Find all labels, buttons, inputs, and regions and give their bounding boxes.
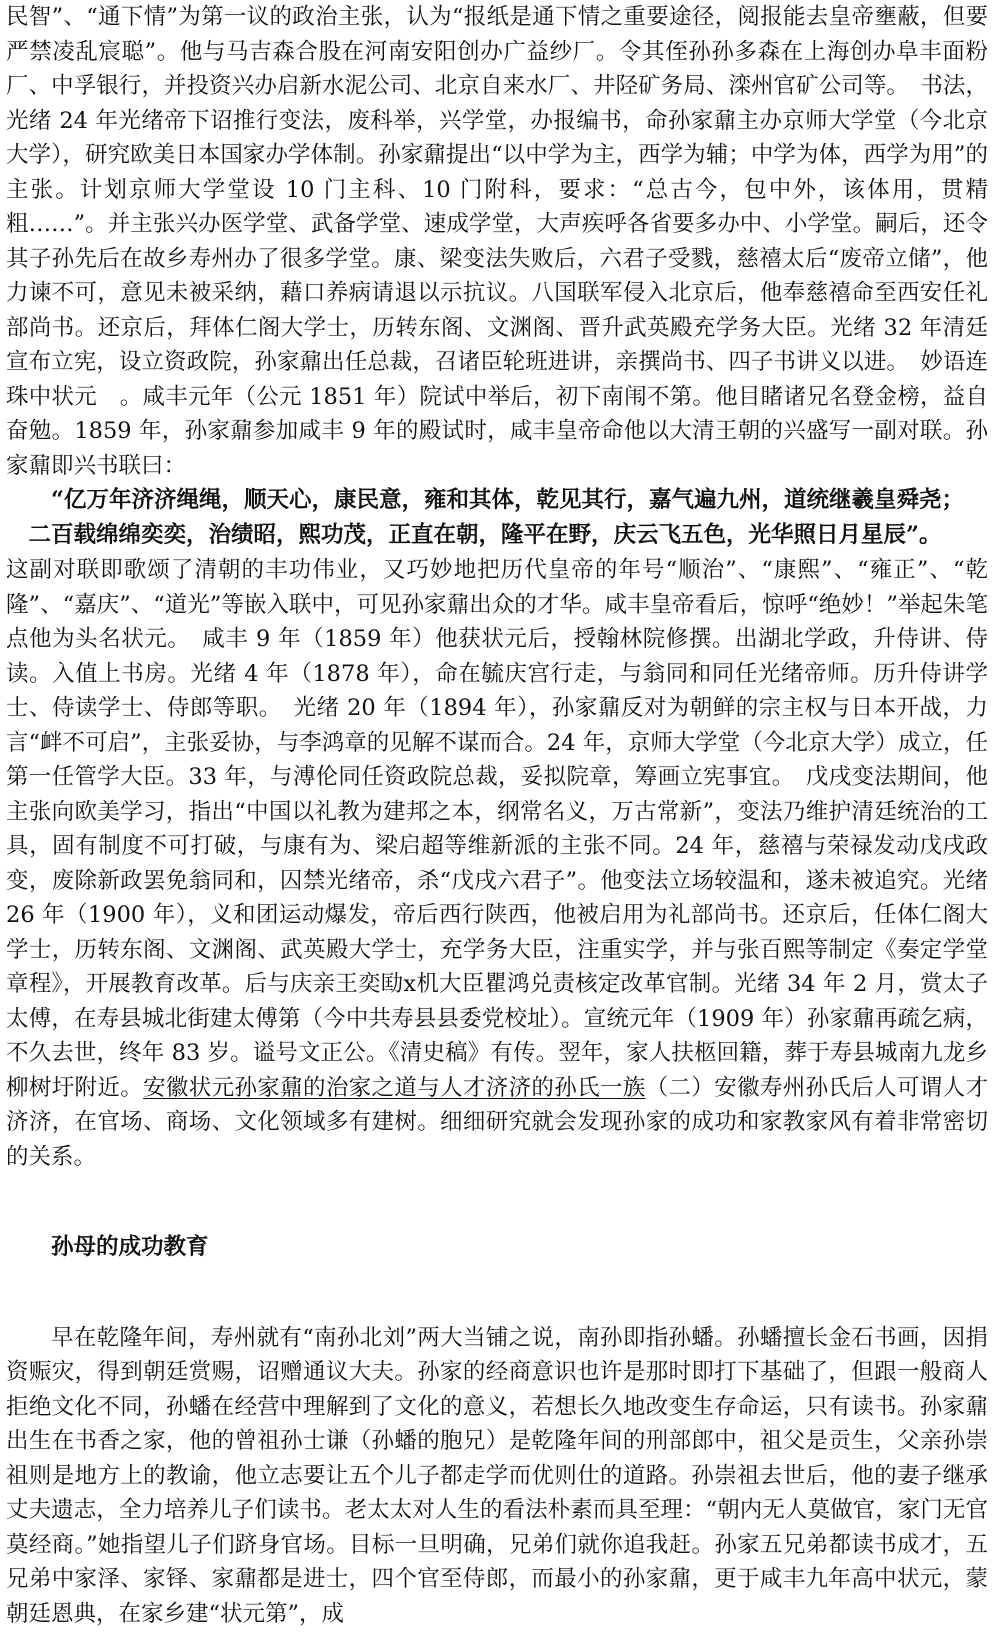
paragraph-career-tail: （二）安徽寿州孙氏后人可谓人才济济，在官场、商场、文化领域多有建树。细细研究就会发现孙家的成功和家教家风有着非常密切的关系。 bbox=[6, 1074, 988, 1170]
couplet-line-1: “亿万年济济绳绳，顺天心，康民意，雍和其体，乾见其行，嘉气遍九州，道统继羲皇舜尧； bbox=[51, 487, 964, 513]
article-title-link[interactable]: 安徽状元孙家鼐的治家之道与人才济济的孙氏一族 bbox=[143, 1074, 646, 1101]
couplet-line-2: 二百载绵绵奕奕，治绩昭，熙功茂，正直在朝，隆平在野，庆云飞五色，光华照日月星辰”。 bbox=[28, 522, 942, 548]
paragraph-biography: 民智”、“通下情”为第一议的政治主张，认为“报纸是通下情之重要途径，阅报能去皇帝壅蔽，但要严禁凌乱宸聪”。他与马吉森合股在河南安阳创办广益纱厂。令其侄孙孙多森在上海创办阜丰面粉厂、中孚银行，并投资兴办启新水泥公司、北京自来水厂、井陉矿务局、滦州官矿公司等。 书法，光绪 24 年光绪帝下诏推行变法，废科举，兴学堂，办报编书，命孙家鼐主办京师大学堂（今北京大学），研究欧美日本国家办学体制。孙家鼐提出“以中学为主，西学为辅；中学为体，西学为用”的主张。计划京师大学堂设 10 门主科、10 门附科，要求：“总古今，包中外，该体用，贯精粗……”。并主张兴办医学堂、武备学堂、速成学堂，大声疾呼各省要多办中、小学堂。嗣后，还令其子孙先后在故乡寿州办了很多学堂。康、梁变法失败后，六君子受戮，慈禧太后“废帝立储”，他力谏不可，意见未被采纳，藉口养病请退以示抗议。八国联军侵入北京后，他奉慈禧命至西安任礼部尚书。还京后，拜体仁阁大学士，历转东阁、文渊阁、晋升武英殿充学务大臣。光绪 32 年清廷宣布立宪，设立资政院，孙家鼐出任总裁，召诸臣轮班进讲，亲撰尚书、四子书讲义以进。 妙语连珠中状元 。咸丰元年（公元 1851 年）院试中举后，初下南闱不第。他目睹诸兄名登金榜，益自奋勉。1859 年，孙家鼐参加咸丰 9 年的殿试时，咸丰皇帝命他以大清王朝的兴盛写一副对联。孙家鼐即兴书联曰： bbox=[6, 4, 988, 479]
paragraph-family-education: 早在乾隆年间，寿州就有“南孙北刘”两大当铺之说，南孙即指孙蟠。孙蟠擅长金石书画，因捐资赈灾，得到朝廷赏赐，诏赠通议大夫。孙家的经商意识也许是那时即打下基础了，但跟一般商人拒绝文化不同，孙蟠在经营中理解到了文化的意义，若想长久地改变生存命运，只有读书。孙家鼐出生在书香之家，他的曾祖孙士谦（孙蟠的胞兄）是乾隆年间的刑部郎中，祖父是贡生，父亲孙崇祖则是地方上的教谕，他立志要让五个儿子都走学而优则仕的道路。孙崇祖去世后，他的妻子继承丈夫遗志，全力培养儿子们读书。老太太对人生的看法朴素而具至理：“朝内无人莫做官，家门无官莫经商。”她指望儿子们跻身官场。目标一旦明确，兄弟们就你追我赶。孙家五兄弟都读书成才，五兄弟中家泽、家铎、家鼐都是进士，四个官至侍郎，而最小的孙家鼐，更于咸丰九年高中状元，蒙朝廷恩典，在家乡建“状元第”，成 bbox=[6, 1324, 988, 1627]
section-heading: 孙母的成功教育 bbox=[51, 1234, 209, 1260]
paragraph-career bbox=[6, 553, 988, 1174]
document-page bbox=[6, 0, 988, 1631]
couplet-block bbox=[6, 483, 988, 553]
paragraph-career-text: 这副对联即歌颂了清朝的丰功伟业，又巧妙地把历代皇帝的年号“顺治”、“康熙”、“雍正”、“乾隆”、“嘉庆”、“道光”等嵌入联中，可见孙家鼐出众的才华。咸丰皇帝看后，惊呼“绝妙！”举起朱笔点他为头名状元。 咸丰 9 年（1859 年）他获状元后，授翰林院修撰。出湖北学政，升侍讲、侍读。入值上书房。光绪 4 年（1878 年），命在毓庆宫行走，与翁同和同任光绪帝师。历升侍讲学士、侍读学士、侍郎等职。 光绪 20 年（1894 年），孙家鼐反对为朝鲜的宗主权与日本开战，力言“衅不可启”，主张妥协，与李鸿章的见解不谋而合。24 年，京师大学堂（今北京大学）成立，任第一任管学大臣。33 年，与溥伦同任资政院总裁，妥拟院章，筹画立宪事宜。 戊戌变法期间，他主张向欧美学习，指出“中国以礼教为建邦之本，纲常名义，万古常新”，变法乃维护清廷统治的工具，固有制度不可打破，与康有为、梁启超等维新派的主张不同。24 年，慈禧与荣禄发动戊戌政变，废除新政罢免翁同和，囚禁光绪帝，杀“戊戌六君子”。他变法立场较温和，遂未被追究。光绪 26 年（1900 年），义和团运动爆发，帝后西行陕西，他被启用为礼部尚书。还京后，任体仁阁大学士，历转东阁、文渊阁、武英殿大学士，充学务大臣，注重实学，并与张百熙等制定《奏定学堂章程》，开展教育改革。后与庆亲王奕劻ⅹ机大臣瞿鸿兑责核定改革官制。光绪 34 年 2 月，赏太子太傅，在寿县城北街建太傅第（今中共寿县县委党校址）。宣统元年（1909 年）孙家鼐再疏乞病，不久去世，终年 83 岁。谥号文正公。《清史稿》有传。翌年，家人扶柩回籍，葬于寿县城南九龙乡柳树圩附近。 bbox=[6, 557, 988, 1101]
